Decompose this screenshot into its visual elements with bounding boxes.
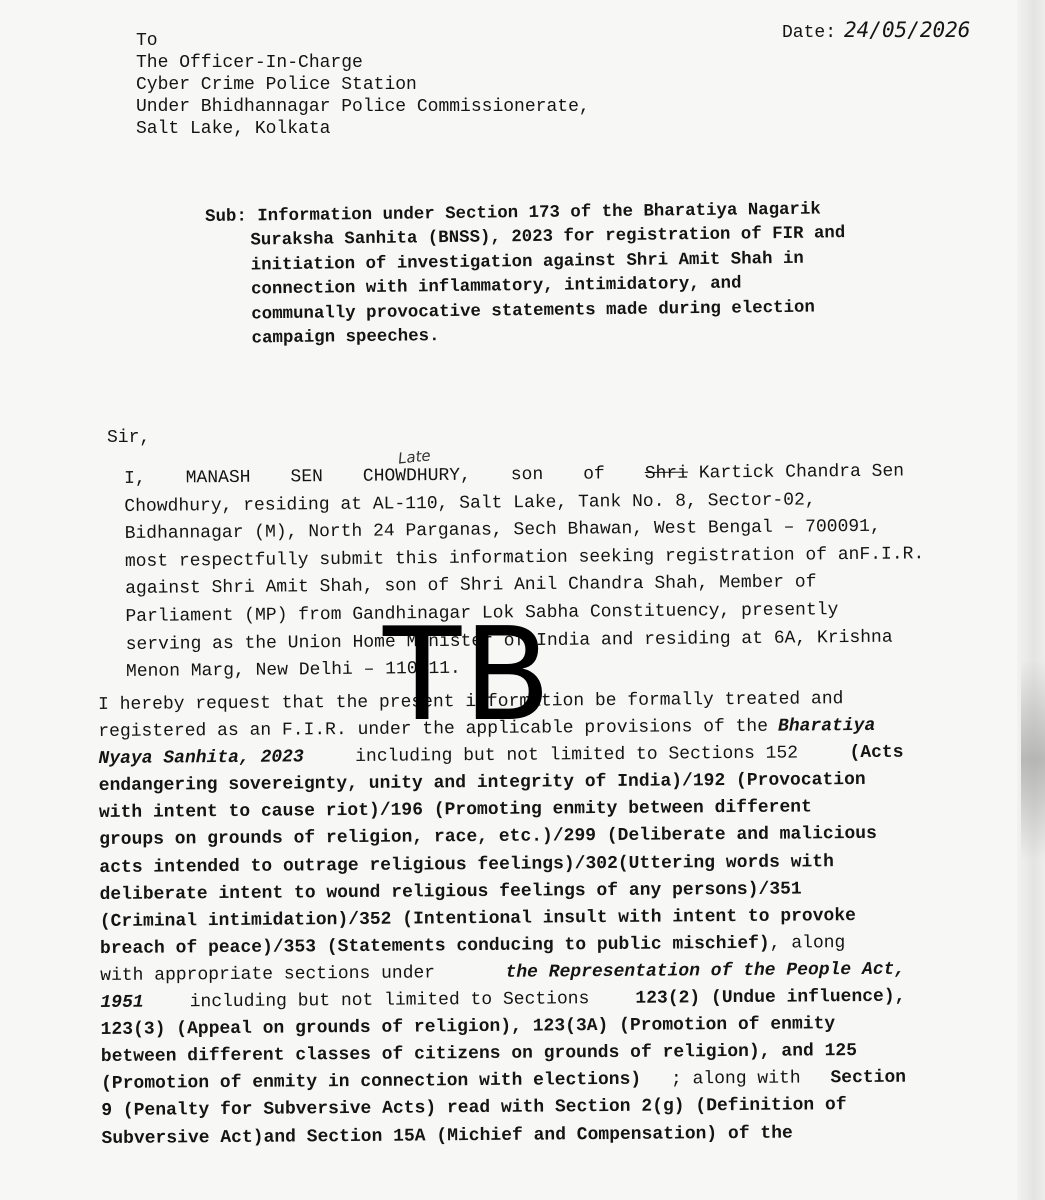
bold-text: Subversive Act)and Section 15A (Michief and Compensation) of the [101, 1123, 793, 1149]
date-line [782, 18, 970, 43]
emphasis-text: 1951 [100, 992, 144, 1014]
bold-text: between different classes of citizens on grounds of religion), and 125 [100, 1041, 858, 1068]
line-text: , along [769, 932, 846, 954]
line-text: including but not limited to Sections 152 [355, 743, 799, 768]
bold-text: acts intended to outrage religious feelings)/302(Uttering words with [99, 851, 834, 878]
subject-line: Suraksha Sanhita (BNSS), 2023 for registration of FIR and [250, 224, 846, 251]
line-text: serving as the Union Home Minister of India and residing at 6A, Krishna [125, 627, 893, 655]
line-text: Menon Marg, New Delhi – 110011. [125, 658, 461, 683]
tb-watermark: TB [383, 601, 553, 750]
word: Kartick Chandra Sen [698, 461, 905, 484]
date-label: Date: [782, 23, 837, 43]
addressee-line: The Officer-In-Charge [136, 53, 363, 73]
subject-block [205, 198, 902, 353]
emphasis-text: Bharatiya [777, 715, 876, 737]
word: SEN [290, 467, 323, 488]
bold-text: groups on grounds of religion, race, etc.)/299 (Deliberate and malicious [99, 824, 877, 851]
line-text: registered as an F.I.R. under the applicable provisions of the [98, 716, 769, 743]
bold-text: (Criminal intimidation)/352 (Intentional insult with intent to provoke [99, 905, 856, 932]
date-value: 24/05/2026 [844, 18, 971, 42]
word: son [510, 464, 544, 486]
word: I, [124, 468, 146, 489]
bold-text: endangering sovereignty, unity and integrity of India)/192 (Provocation [98, 770, 866, 797]
bold-text: breach of peace)/353 (Statements conducing to public mischief) [99, 933, 770, 959]
addressee-line: Under Bhidhannagar Police Commissionerate, [136, 97, 590, 117]
salutation: Sir, [107, 428, 151, 448]
emphasis-text: Nyaya Sanhita, 2023 [98, 747, 304, 770]
addressee-line: To [136, 31, 158, 51]
bold-text: Section [830, 1067, 907, 1089]
scan-stain [1021, 660, 1045, 860]
addressee-block [136, 30, 590, 140]
addressee-line: Cyber Crime Police Station [136, 75, 417, 95]
bold-text: with intent to cause riot)/196 (Promoting enmity between different [98, 797, 812, 824]
addressee-line: Salt Lake, Kolkata [136, 119, 331, 139]
text-line [101, 1119, 906, 1152]
line-text: Bidhannagar (M), North 24 Parganas, Sech Bhawan, West Bengal – 700091, [124, 516, 881, 545]
bold-text: 123(3) (Appeal on grounds of religion), 123(3A) (Promotion of enmity [100, 1014, 836, 1041]
bold-text: (Promotion of enmity in connection with elections) [101, 1070, 642, 1095]
line-text: against Shri Amit Shah, son of Shri Anil Chandra Shah, Member of [125, 572, 817, 600]
subject-line: connection with inflammatory, intimidatory, and [250, 274, 742, 300]
line-text: ; along with [670, 1068, 801, 1090]
line-text: Parliament (MP) from Gandhinagar Lok Sabha Constituency, presently [125, 600, 839, 627]
paragraph-request [98, 686, 907, 1153]
line-text: most respectfully submit this information seeking registration of anF.I.R. [124, 544, 925, 572]
word: MANASH [185, 467, 251, 489]
line-text: I hereby request that the present information be formally treated and [98, 689, 844, 715]
emphasis-text: the Representation of the People Act, [505, 959, 906, 983]
subject-line: communally provocative statements made during election [251, 298, 815, 325]
struck-word: Shri [644, 463, 689, 485]
page-edge-shadow [1017, 0, 1045, 1200]
bold-text: deliberate intent to wound religious feelings of any persons)/351 [99, 879, 802, 905]
subject-line: initiation of investigation against Shri Amit Shah in [250, 249, 804, 276]
subject-line: Sub: Information under Section 173 of the Bharatiya Nagarik [205, 200, 821, 227]
bold-text: (Acts [849, 742, 904, 764]
line-text: with appropriate sections under [100, 963, 436, 986]
word: CHOWDHURY, [362, 465, 471, 487]
bold-text: 123(2) (Undue influence), [635, 986, 906, 1009]
bold-text: 9 (Penalty for Subversive Acts) read with Section 2(g) (Definition of [101, 1095, 847, 1122]
subject-line: campaign speeches. [251, 327, 440, 349]
handwritten-note: Late [397, 446, 432, 468]
word: of [583, 464, 605, 485]
line-text: Chowdhury, residing at AL-110, Salt Lake, Tank No. 8, Sector-02, [124, 489, 816, 517]
line-text: including but not limited to Sections [189, 989, 590, 1013]
